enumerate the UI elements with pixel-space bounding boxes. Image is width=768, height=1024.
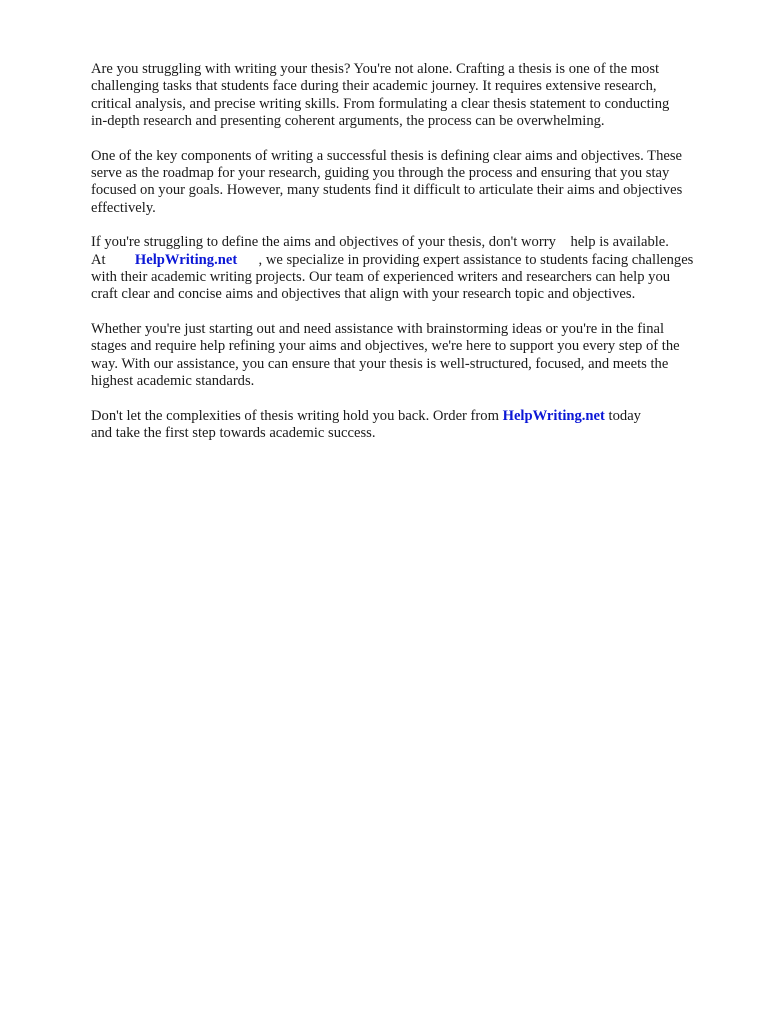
helpwriting-link[interactable]: HelpWriting.net: [134, 251, 238, 268]
paragraph-whether: [91, 321, 721, 391]
text-line: stages and require help refining your aims and objectives, we're here to support you every step of the: [91, 338, 680, 355]
text-segment: today: [608, 407, 641, 424]
text-line: challenging tasks that students face during their academic journey. It requires extensive research,: [91, 78, 657, 95]
paragraph-aims: [91, 148, 721, 218]
text-line: craft clear and concise aims and objectives that align with your research topic and objectives.: [91, 286, 636, 303]
text-line: in-depth research and presenting coherent arguments, the process can be overwhelming.: [91, 113, 605, 130]
text-segment: Don't let the complexities of thesis writing hold you back. Order from: [91, 407, 499, 424]
text-line-with-link: [91, 408, 721, 425]
paragraph-help: [91, 234, 721, 304]
text-line: serve as the roadmap for your research, guiding you through the process and ensuring that you stay: [91, 165, 670, 182]
text-line: focused on your goals. However, many students find it difficult to articulate their aims and objectives: [91, 182, 683, 199]
text-line: with their academic writing projects. Our team of experienced writers and researchers can help you: [91, 269, 671, 286]
text-line: Are you struggling with writing your thesis? You're not alone. Crafting a thesis is one of the most: [91, 61, 660, 77]
document-page: [91, 61, 721, 459]
text-line: and take the first step towards academic success.: [91, 424, 376, 441]
paragraph-intro: [91, 61, 721, 131]
helpwriting-link[interactable]: HelpWriting.net: [502, 407, 605, 424]
text-line: way. With our assistance, you can ensure that your thesis is well-structured, focused, and meets the: [91, 355, 669, 372]
text-line: highest academic standards.: [91, 373, 255, 390]
text-line: One of the key components of writing a successful thesis is defining clear aims and objectives. These: [91, 147, 683, 164]
text-line: effectively.: [91, 199, 156, 216]
paragraph-order: [91, 408, 721, 443]
text-segment: , we specialize in providing expert assistance to students facing challenges: [258, 251, 694, 268]
text-line: critical analysis, and precise writing skills. From formulating a clear thesis statement to conducting: [91, 95, 670, 112]
text-line: Whether you're just starting out and need assistance with brainstorming ideas or you're in the final: [91, 320, 665, 337]
text-line: If you're struggling to define the aims and objectives of your thesis, don't worry help is available.: [91, 234, 669, 251]
text-segment: At: [91, 251, 106, 268]
text-line-with-link: [91, 252, 721, 269]
